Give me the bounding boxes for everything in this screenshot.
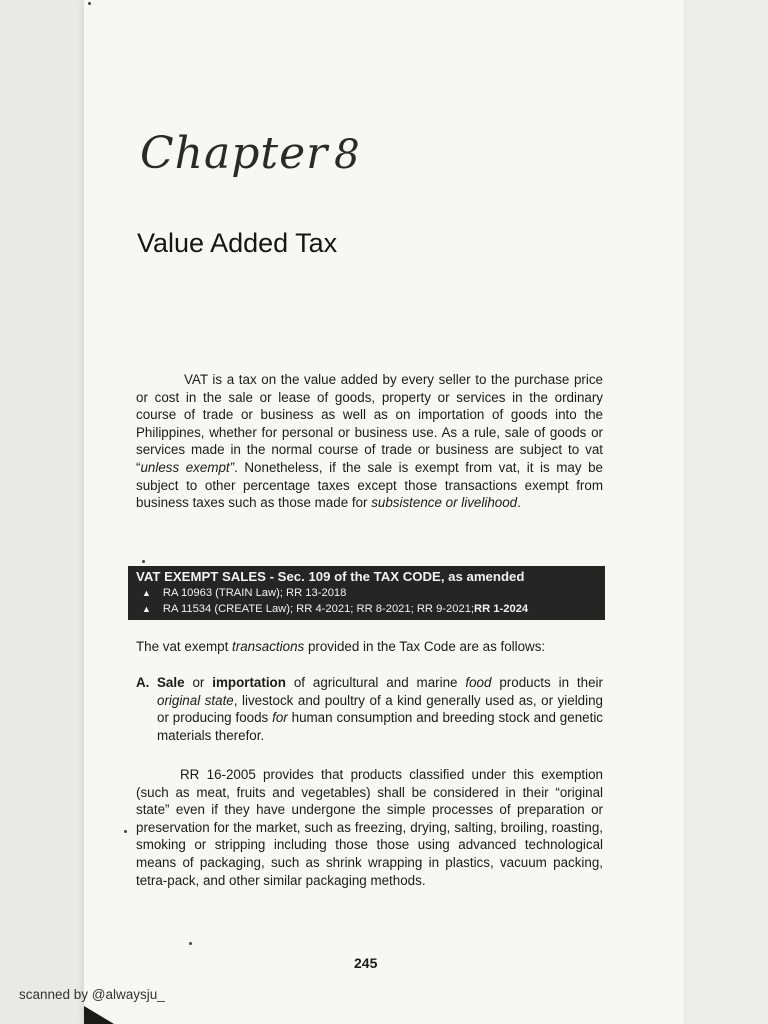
item-a-body <box>157 674 603 744</box>
chapter-label: Chapter <box>140 128 329 179</box>
arrow-bullet-icon: ▲ <box>142 604 151 614</box>
lead-before: The vat exempt <box>136 639 233 654</box>
intro-text-5: . <box>517 495 521 511</box>
scan-speck <box>88 2 91 5</box>
item-a-part-5: food <box>465 675 492 690</box>
vat-exempt-header-band <box>128 566 605 620</box>
rr-paragraph-text: RR 16-2005 provides that products classified under this exemption (such as meat, fruits and vegetables) shall be considered in their “original state” even if they have undergone the simple processes of preparation or preservation for the market, such as freezing, drying, salting, broiling, roasting, smoking or stripping including those those using advanced technological means of packaging, such as shrink wrapping in plastics, vacuum packing, tetra-pack, and other similar packaging methods. <box>136 767 603 888</box>
item-a-part-7: original state <box>157 692 234 708</box>
item-a-part-4: of agricultural and marine <box>285 675 466 690</box>
scan-credit: scanned by @alwaysju_ <box>19 987 165 1002</box>
intro-paragraph <box>136 371 603 512</box>
intro-text-3: . Nonetheless, if the sale is exempt from vat, it is may be subject to other percentage taxes except those transactions exempt from business taxes such as those made for <box>136 459 603 511</box>
exempt-transactions-lead <box>136 638 596 656</box>
lead-italic: transactions <box>232 639 305 654</box>
arrow-bullet-icon: ▲ <box>142 588 151 598</box>
page-corner-shadow <box>84 1006 114 1024</box>
item-a-part-8: , livestock and poultry of a kind generally used as, or yielding or producing foods <box>157 692 603 726</box>
item-a-part-10: human consumption and breeding stock and genetic materials therefor. <box>157 710 603 743</box>
intro-text-2: unless exempt” <box>140 459 235 475</box>
item-a-part-1: Sale <box>157 675 185 690</box>
band-reference-2 <box>136 601 605 617</box>
page-number: 245 <box>354 955 378 971</box>
intro-text-4: subsistence or livelihood <box>371 495 518 511</box>
band-reference-1 <box>136 585 605 601</box>
list-item-a <box>136 674 603 744</box>
background-edge <box>684 0 768 1024</box>
item-a-part-3: importation <box>212 675 286 690</box>
band-title: VAT EXEMPT SALES - Sec. 109 of the TAX CODE, as amended <box>136 569 525 584</box>
band-line2-bold: RR 1-2024 <box>474 603 529 615</box>
scan-speck <box>189 942 192 945</box>
chapter-heading <box>140 128 361 179</box>
chapter-number: 8 <box>334 132 361 178</box>
scan-speck <box>142 560 145 563</box>
item-a-part-6: products in their <box>491 675 603 690</box>
band-line1-text: RA 10963 (TRAIN Law); RR 13-2018 <box>162 587 347 599</box>
chapter-title: Value Added Tax <box>137 228 338 258</box>
lead-after: provided in the Tax Code are as follows: <box>304 639 546 654</box>
item-letter: A. <box>136 675 150 690</box>
rr-16-2005-paragraph <box>136 766 603 889</box>
item-a-part-9: for <box>272 710 288 726</box>
item-a-part-2: or <box>184 675 213 690</box>
intro-text-1: VAT is a tax on the value added by every seller to the purchase price or cost in the sale or lease of goods, property or services in the ordinary course of trade or business as well as on importation of goods into the Philippines, whether for personal or business use. As a rule, sale of goods or services made in the normal course of trade or business are subject to vat “ <box>136 372 603 475</box>
scan-speck <box>124 830 127 833</box>
band-line2-text: RA 11534 (CREATE Law); RR 4-2021; RR 8-2021; RR 9-2021; <box>162 603 475 615</box>
